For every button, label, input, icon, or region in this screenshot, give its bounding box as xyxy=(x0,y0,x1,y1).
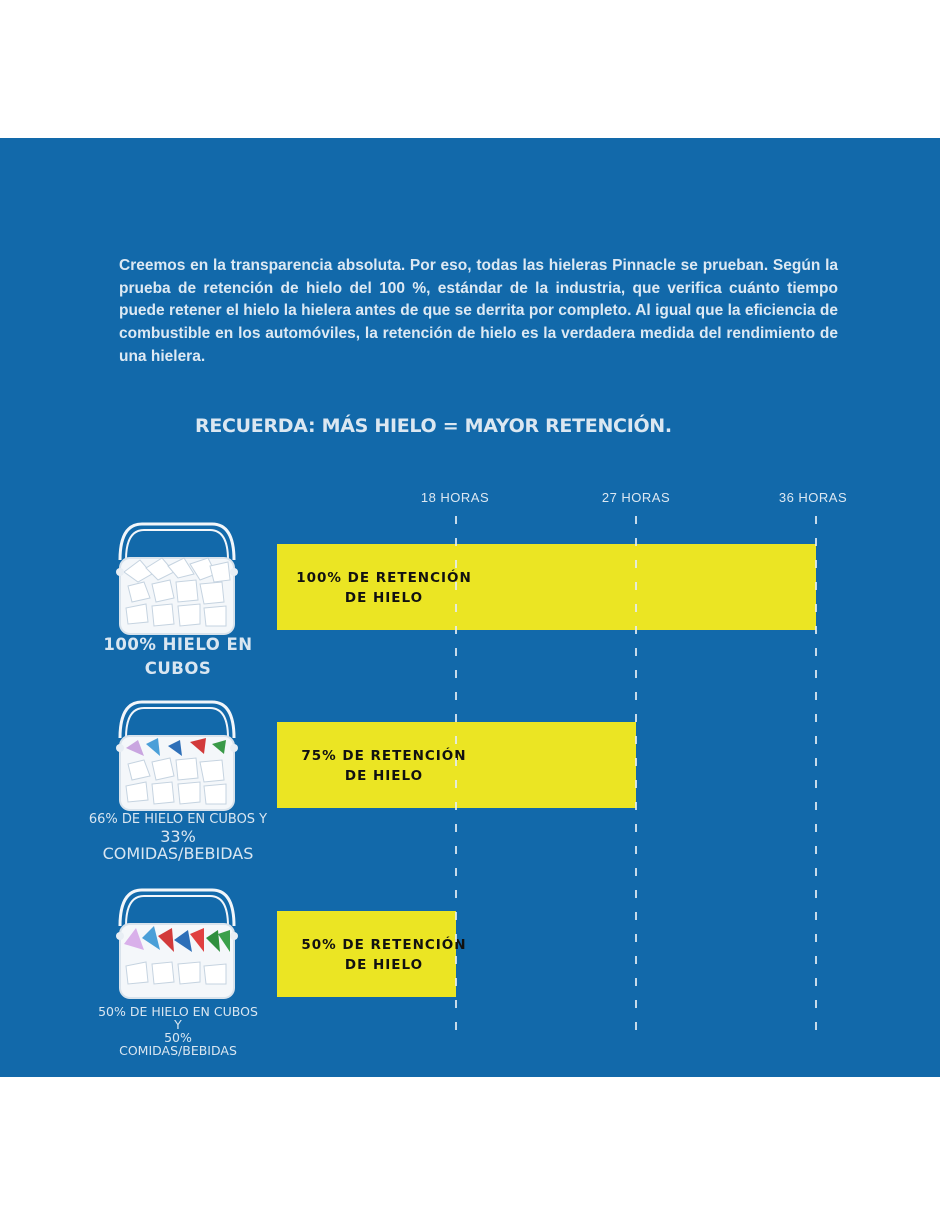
bar-18-hours xyxy=(277,911,456,997)
tick-label-36-hours: 36 HORAS xyxy=(778,490,848,505)
bar-label-line: 75% DE RETENCIÓN xyxy=(301,748,467,764)
bar-label-line: 100% DE RETENCIÓN xyxy=(296,570,472,586)
caption-line: Y xyxy=(174,1017,182,1032)
caption-line: CUBOS xyxy=(144,659,212,678)
bar-36-hours xyxy=(277,544,816,630)
bar-label-line: DE HIELO xyxy=(344,590,424,606)
caption-line: 50% DE HIELO EN CUBOS xyxy=(98,1004,258,1019)
caption-line: 50% xyxy=(164,1030,192,1045)
tick-label-18-hours: 18 HORAS xyxy=(420,490,490,505)
intro-paragraph: Creemos en la transparencia absoluta. Por eso, todas las hieleras Pinnacle se prueban. Según la prueba de retención de hielo del 100 %, estándar de la industria, que verifica cuánto tiempo puede retener el hielo la hielera antes de que se derrita por completo. Al igual que la eficiencia de combustible en los automóviles, la retención de hielo es la verdadera medida del rendimiento de una hielera. xyxy=(119,257,838,365)
caption-line: 100% HIELO EN xyxy=(103,635,253,654)
tick-label-27-hours: 27 HORAS xyxy=(601,490,671,505)
caption-line: COMIDAS/BEBIDAS xyxy=(119,1043,237,1058)
caption-line: 66% DE HIELO EN CUBOS Y xyxy=(88,812,268,827)
bar-label-line: DE HIELO xyxy=(344,957,424,973)
bar-label-line: DE HIELO xyxy=(344,768,424,784)
bar-label-line: 50% DE RETENCIÓN xyxy=(301,937,467,953)
reminder-heading: RECUERDA: MÁS HIELO = MAYOR RETENCIÓN. xyxy=(195,415,672,437)
caption-line: COMIDAS/BEBIDAS xyxy=(102,844,254,863)
caption-line: 33% xyxy=(160,827,196,846)
info-panel xyxy=(0,138,940,1077)
retention-chart xyxy=(0,138,940,1077)
